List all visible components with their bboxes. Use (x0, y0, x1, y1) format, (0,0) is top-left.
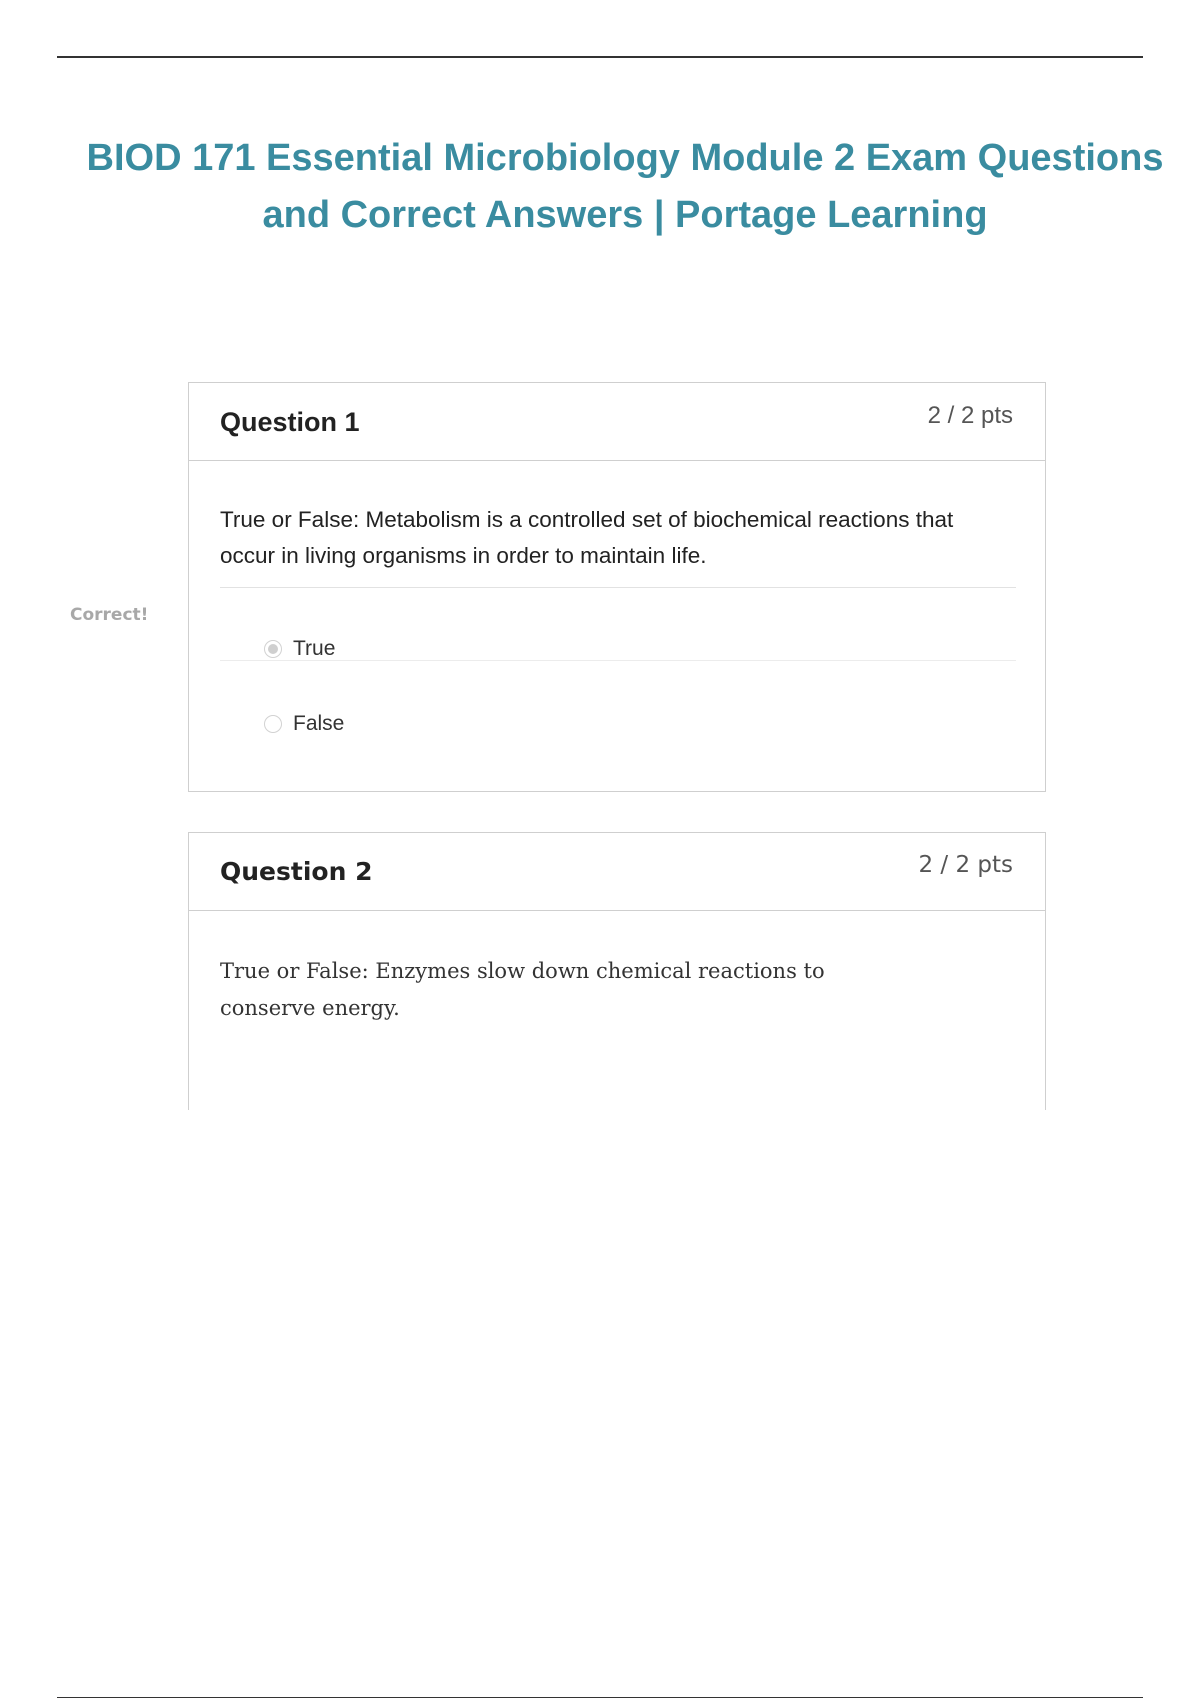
answer-option-true[interactable] (264, 636, 335, 662)
radio-unselected-icon[interactable] (264, 715, 282, 733)
question-card-1 (188, 382, 1046, 792)
question-text: True or False: Metabolism is a controlled set of biochemical reactions that occur in living organisms in order to maintain life. (220, 507, 954, 568)
question-title: Question 2 (220, 857, 373, 886)
question-divider (220, 587, 1016, 588)
radio-selected-icon[interactable] (264, 640, 282, 658)
answer-label: False (293, 712, 345, 735)
document-title: BIOD 171 Essential Microbiology Module 2 Exam Questions and Correct Answers | Portage Learning (86, 137, 1164, 236)
answer-divider (220, 660, 1016, 661)
bottom-rule (57, 1697, 1143, 1698)
top-rule (57, 56, 1143, 58)
answer-option-false[interactable] (264, 711, 344, 737)
question-points: 2 / 2 pts (918, 852, 1013, 878)
question-header (189, 383, 1045, 461)
answer-label: True (293, 637, 336, 660)
question-title: Question 1 (220, 407, 360, 437)
question-points: 2 / 2 pts (927, 402, 1013, 429)
correct-label: Correct! (70, 605, 149, 625)
question-header (189, 833, 1045, 911)
question-card-2 (188, 832, 1046, 1110)
question-text: True or False: Enzymes slow down chemical reactions to conserve energy. (220, 959, 825, 1020)
